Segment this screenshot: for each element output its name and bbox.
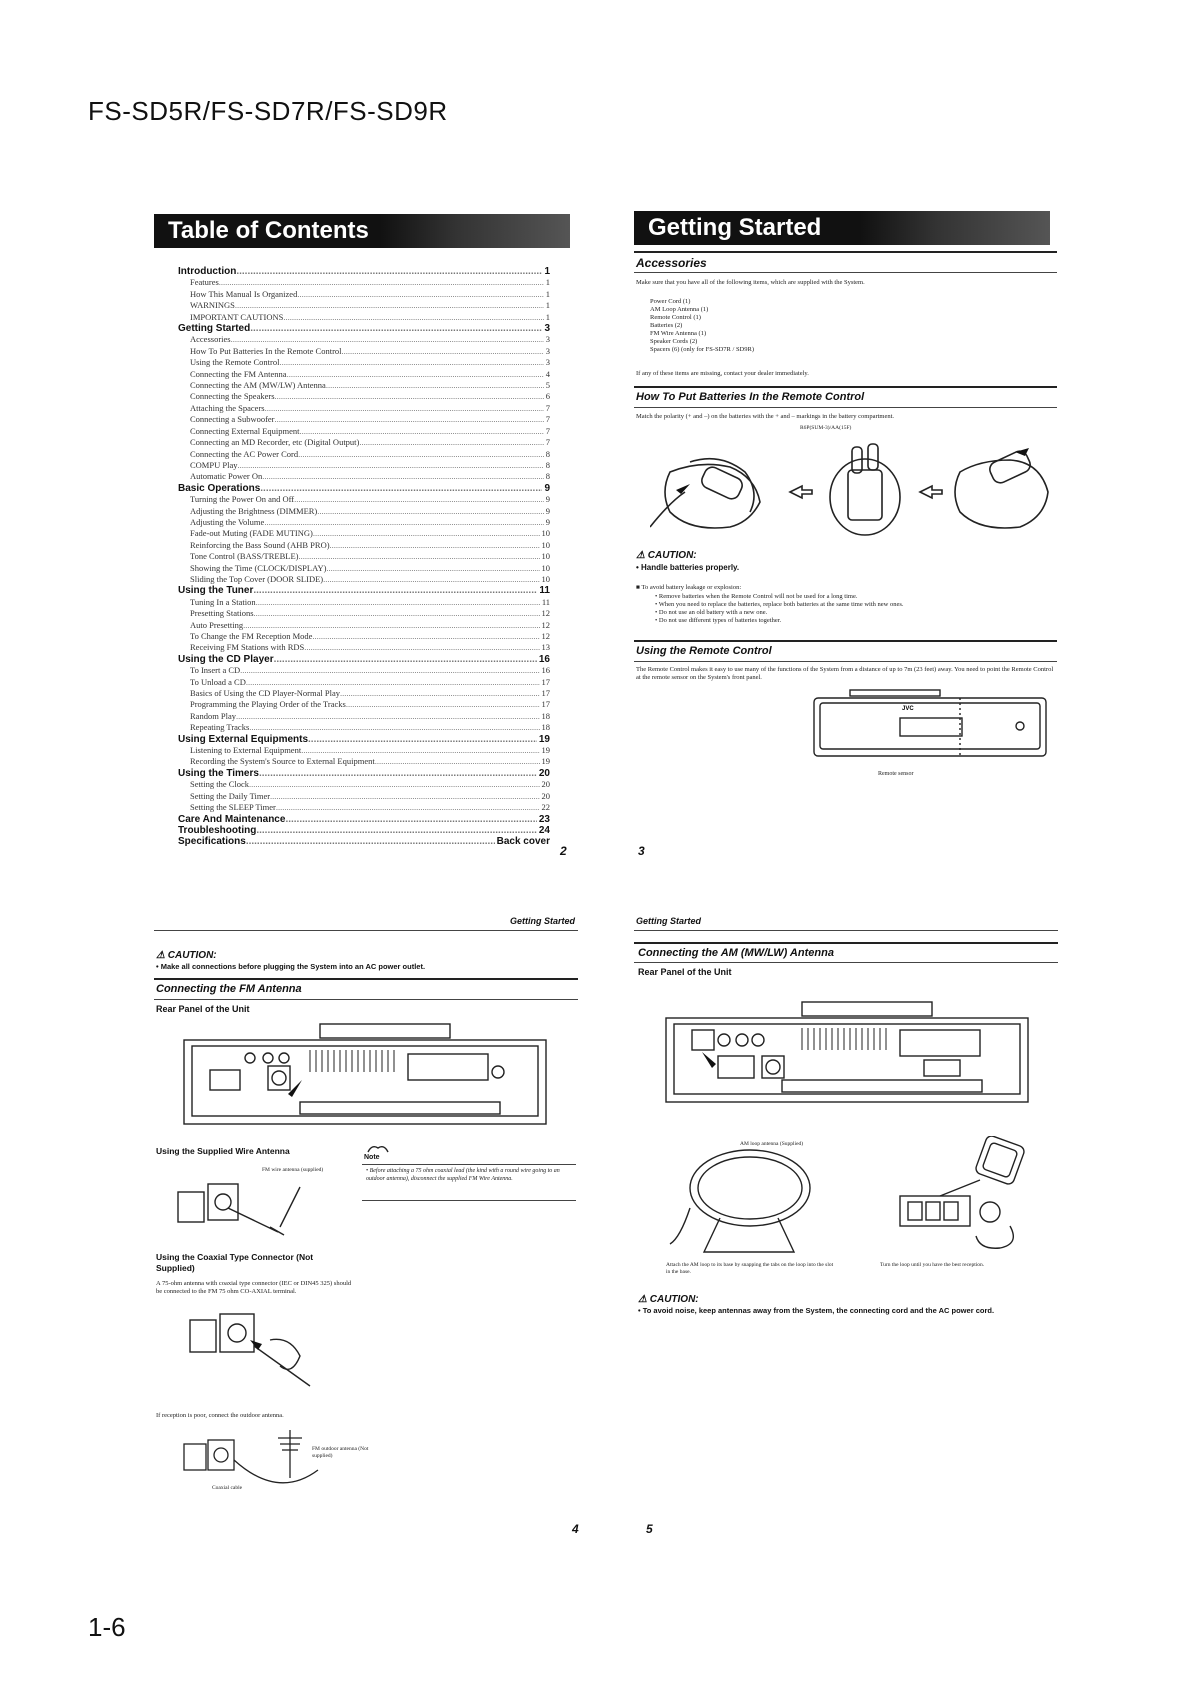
toc-section-row: [178, 483, 550, 494]
running-head-4: Getting Started: [510, 916, 576, 926]
toc-entry-row: [178, 369, 550, 380]
page-number-5: 5: [646, 1522, 653, 1536]
toc-page-number: 8: [545, 459, 550, 470]
remote-text: The Remote Control makes it easy to use many of the functions of the System from a distance of up to 7m (23 feet) away. You need to point the Remote Control at the remote sensor on the System's front panel.: [636, 666, 1054, 681]
toc-entry-row: [178, 745, 550, 756]
toc-entry-title: Basics of Using the CD Player-Normal Play: [190, 688, 340, 699]
toc-leader-dots: [326, 563, 539, 574]
toc-entry-title: WARNINGS: [190, 300, 235, 311]
caution-label: CAUTION:: [649, 1294, 699, 1305]
page-number-3: 3: [638, 844, 645, 858]
toc-entry-row: [178, 597, 550, 608]
toc-page-number: 7: [545, 437, 550, 448]
caution-fm: ⚠ CAUTION:: [156, 950, 217, 961]
caution-batteries: ⚠ CAUTION:: [636, 550, 697, 561]
toc-page-number: 6: [545, 391, 550, 402]
toc-entry-title: Using the CD Player: [178, 653, 274, 665]
toc-entry-row: [178, 563, 550, 574]
toc-page-number: 9: [545, 516, 550, 527]
toc-page-number: 10: [541, 562, 550, 573]
toc-leader-dots: [294, 494, 544, 505]
toc-entry-title: Accessories: [190, 334, 231, 345]
toc-entry-row: [178, 642, 550, 653]
toc-entry-title: Presetting Stations: [190, 608, 254, 619]
outdoor-antenna-label: FM outdoor antenna (Not supplied): [312, 1446, 369, 1459]
toc-page-number: 10: [541, 551, 550, 562]
caution-item: • Remove batteries when the Remote Control will not be used for a long time.: [655, 593, 858, 600]
toc-entry-row: [178, 471, 550, 482]
toc-entry-title: Auto Presetting: [190, 619, 244, 630]
toc-page-number: 17: [541, 699, 550, 710]
sheet-page-number: 1-6: [88, 1612, 126, 1642]
rear-panel-5: Rear Panel of the Unit: [638, 967, 732, 977]
toc-entry-title: Tuning In a Station: [190, 596, 256, 607]
toc-entry-row: [178, 506, 550, 517]
coax-connector-illustration: [180, 1306, 340, 1396]
toc-leader-dots: [312, 631, 539, 642]
toc-page-number: 13: [541, 642, 550, 653]
wire-antenna-illustration: [160, 1172, 340, 1252]
remote-heading: Using the Remote Control: [636, 645, 772, 657]
toc-page-number: 7: [545, 414, 550, 425]
turn-text: Turn the loop until you have the best reception.: [880, 1262, 985, 1268]
caution-lead-text: To avoid battery leakage or explosion:: [641, 584, 742, 591]
coax-heading: Using the Coaxial Type Connector (Not Supplied): [156, 1252, 314, 1273]
toc-page-number: Back cover: [496, 836, 550, 848]
toc-page-number: 20: [541, 790, 550, 801]
toc-page-number: 8: [545, 448, 550, 459]
toc-leader-dots: [262, 471, 544, 482]
toc-entry-row: [178, 346, 550, 357]
toc-page-number: 8: [545, 471, 550, 482]
toc-leader-dots: [276, 802, 540, 813]
caution-am: ⚠ CAUTION:: [638, 1294, 699, 1305]
toc-entry-title: Care And Maintenance: [178, 813, 286, 825]
caution-item: • Do not use an old battery with a new one.: [655, 609, 768, 616]
toc-page-number: 16: [541, 665, 550, 676]
toc-page-number: 10: [541, 539, 550, 550]
toc-leader-dots: [275, 414, 544, 425]
toc-section-row: [178, 654, 550, 665]
toc-page-number: 24: [538, 824, 550, 836]
toc-leader-dots: [285, 814, 536, 825]
toc-leader-dots: [346, 699, 540, 710]
toc-leader-dots: [301, 745, 539, 756]
rule: [634, 930, 1058, 931]
accessories-list: [650, 298, 950, 354]
poor-reception-text: If reception is poor, connect the outdoor antenna.: [156, 1412, 284, 1419]
toc-leader-dots: [279, 357, 543, 368]
toc-page-number: 9: [545, 505, 550, 516]
toc-entry-row: [178, 334, 550, 345]
toc-leader-dots: [243, 620, 539, 631]
toc-leader-dots: [326, 380, 544, 391]
toc-page-number: 12: [541, 619, 550, 630]
toc-entry-row: [178, 460, 550, 471]
am-loop-connection-illustration: [880, 1136, 1040, 1256]
page-number-4: 4: [572, 1522, 579, 1536]
toc-entry-row: [178, 574, 550, 585]
toc-leader-dots: [323, 574, 539, 585]
toc-entry-title: To Unload a CD: [190, 676, 246, 687]
toc-entry-row: [178, 494, 550, 505]
toc-section-row: [178, 323, 550, 334]
toc-entry-row: [178, 403, 550, 414]
toc-section-row: [178, 734, 550, 745]
toc-entry-title: How This Manual Is Organized: [190, 288, 298, 299]
toc-page-number: 16: [538, 653, 550, 665]
toc-section-row: [178, 836, 550, 847]
outdoor-antenna-illustration: [178, 1430, 368, 1502]
battery-install-illustration: [650, 432, 1050, 544]
accessory-item: Speaker Cords (2): [650, 338, 698, 345]
toc-entry-title: Using the Remote Control: [190, 357, 280, 368]
remote-sensor-illustration: [810, 688, 1050, 768]
toc-leader-dots: [264, 517, 543, 528]
toc-leader-dots: [236, 266, 542, 277]
toc-entry-row: [178, 756, 550, 767]
toc-leader-dots: [250, 323, 542, 334]
toc-leader-dots: [246, 677, 540, 688]
toc-page-number: 1: [545, 300, 550, 311]
toc-leader-dots: [237, 460, 543, 471]
toc-entry-title: Showing the Time (CLOCK/DISPLAY): [190, 562, 327, 573]
rear-panel-4: Rear Panel of the Unit: [156, 1004, 250, 1014]
toc-entry-row: [178, 528, 550, 539]
toc-entry-row: [178, 791, 550, 802]
toc-page-number: 19: [541, 756, 550, 767]
toc-entry-title: Random Play: [190, 710, 237, 721]
batteries-heading: How To Put Batteries In the Remote Control: [636, 391, 865, 403]
toc-entry-row: [178, 517, 550, 528]
toc-page-number: 18: [541, 722, 550, 733]
toc-entry-title: Receiving FM Stations with RDS: [190, 642, 305, 653]
toc-page-number: 3: [545, 334, 550, 345]
toc-section-row: [178, 585, 550, 596]
caution-items: [655, 593, 1055, 625]
toc-entry-row: [178, 699, 550, 710]
toc-leader-dots: [256, 825, 537, 836]
toc-entry-row: [178, 312, 550, 323]
toc-leader-dots: [240, 665, 539, 676]
toc-page-number: 4: [545, 368, 550, 379]
toc-leader-dots: [246, 836, 495, 847]
toc-page-number: 10: [541, 573, 550, 584]
caution-item: • Do not use different types of batteries together.: [655, 617, 782, 624]
table-of-contents: [178, 266, 550, 848]
toc-entry-title: Introduction: [178, 266, 237, 277]
accessory-item: FM Wire Antenna (1): [650, 330, 707, 337]
accessory-item: Power Cord (1): [650, 298, 691, 305]
wire-label: FM wire antenna (supplied): [262, 1167, 324, 1173]
toc-entry-title: Turning the Power On and Off: [190, 494, 295, 505]
toc-page-number: 9: [544, 482, 550, 494]
toc-entry-title: To Insert a CD: [190, 665, 241, 676]
page-number-2: 2: [560, 844, 567, 858]
rule: [634, 661, 1057, 662]
model-title: FS-SD5R/FS-SD7R/FS-SD9R: [88, 96, 448, 126]
toc-page-number: 19: [538, 733, 550, 745]
toc-page-number: 1: [545, 277, 550, 288]
toc-leader-dots: [299, 551, 540, 562]
note-label: Note: [364, 1154, 380, 1161]
toc-entry-title: Connecting the FM Antenna: [190, 368, 287, 379]
toc-entry-row: [178, 631, 550, 642]
toc-entry-title: Basic Operations: [178, 482, 261, 494]
caution-label: CAUTION:: [167, 950, 217, 961]
getting-started-banner-title: Getting Started: [648, 214, 822, 241]
rule: [634, 251, 1057, 253]
toc-leader-dots: [249, 779, 539, 790]
toc-leader-dots: [256, 597, 540, 608]
toc-entry-title: How To Put Batteries In the Remote Control: [190, 345, 342, 356]
toc-entry-title: Setting the Clock: [190, 779, 250, 790]
toc-page-number: 11: [539, 585, 550, 597]
toc-page-number: 23: [538, 813, 550, 825]
rule: [362, 1200, 576, 1201]
running-head-5: Getting Started: [636, 916, 702, 926]
toc-page-number: 18: [541, 710, 550, 721]
toc-leader-dots: [274, 654, 537, 665]
toc-leader-dots: [231, 334, 544, 345]
rear-panel-fm-illustration: [180, 1022, 550, 1132]
toc-entry-title: Recording the System's Source to External Equipment: [190, 756, 375, 767]
toc-entry-row: [178, 391, 550, 402]
toc-leader-dots: [308, 734, 537, 745]
toc-entry-row: [178, 277, 550, 288]
caution-fm-text: • Make all connections before plugging the System into an AC power outlet.: [156, 962, 426, 971]
toc-leader-dots: [342, 346, 544, 357]
toc-entry-row: [178, 779, 550, 790]
toc-entry-title: Tone Control (BASS/TREBLE): [190, 551, 299, 562]
toc-entry-title: Attaching the Spacers: [190, 402, 265, 413]
toc-entry-title: Getting Started: [178, 323, 251, 335]
toc-entry-title: Fade-out Muting (FADE MUTING): [190, 528, 313, 539]
toc-leader-dots: [283, 312, 543, 323]
toc-entry-title: Connecting the Speakers: [190, 391, 275, 402]
toc-entry-row: [178, 608, 550, 619]
toc-entry-row: [178, 357, 550, 368]
toc-leader-dots: [249, 722, 539, 733]
toc-leader-dots: [253, 585, 537, 596]
toc-leader-dots: [236, 711, 539, 722]
remote-sensor-label: Remote sensor: [878, 771, 914, 777]
toc-entry-row: [178, 665, 550, 676]
toc-page-number: 3: [544, 323, 550, 335]
toc-leader-dots: [235, 300, 544, 311]
toc-page-number: 5: [545, 380, 550, 391]
toc-page-number: 17: [541, 676, 550, 687]
toc-section-row: [178, 768, 550, 779]
toc-leader-dots: [359, 437, 543, 448]
toc-leader-dots: [254, 608, 540, 619]
rule: [362, 1164, 576, 1165]
caution-item: • When you need to replace the batteries, replace both batteries at the same time with new ones.: [655, 601, 904, 608]
caution-am-text: • To avoid noise, keep antennas away from the System, the connecting cord and the AC power cord.: [638, 1306, 995, 1315]
toc-page-number: 10: [541, 528, 550, 539]
toc-leader-dots: [259, 768, 537, 779]
toc-entry-title: Using the Tuner: [178, 585, 254, 597]
caution-lead: ■ To avoid battery leakage or explosion:: [636, 584, 742, 591]
rule: [154, 930, 578, 931]
toc-entry-title: Adjusting the Volume: [190, 516, 265, 527]
am-loop-assembly-illustration: [660, 1148, 860, 1258]
toc-leader-dots: [313, 528, 540, 539]
rear-panel-am-illustration: [662, 1000, 1032, 1110]
attach-text: Attach the AM loop to its base by snapping the tabs on the loop into the slot in the base.: [666, 1262, 834, 1275]
toc-entry-title: Using the Timers: [178, 767, 259, 779]
getting-started-banner: [634, 211, 1050, 245]
toc-entry-title: IMPORTANT CAUTIONS: [190, 311, 284, 322]
caution-label: CAUTION:: [647, 550, 697, 561]
coax-cable-label: Coaxial cable: [212, 1485, 243, 1491]
toc-entry-title: To Change the FM Reception Mode: [190, 631, 313, 641]
toc-entry-row: [178, 437, 550, 448]
toc-leader-dots: [298, 449, 544, 460]
toc-entry-row: [178, 540, 550, 551]
toc-page-number: 11: [541, 596, 550, 607]
wire-heading: Using the Supplied Wire Antenna: [156, 1146, 290, 1156]
toc-entry-title: COMPU Play: [190, 459, 238, 470]
rule: [634, 962, 1058, 963]
toc-entry-title: Connecting a Subwoofer: [190, 414, 275, 425]
toc-entry-row: [178, 620, 550, 631]
toc-page-number: 3: [545, 345, 550, 356]
toc-page-number: 17: [541, 688, 550, 699]
toc-page-number: 12: [541, 608, 550, 619]
toc-banner-title: Table of Contents: [168, 217, 369, 244]
toc-entry-title: Sliding the Top Cover (DOOR SLIDE): [190, 573, 324, 584]
toc-leader-dots: [317, 506, 543, 517]
accessory-item: Spacers (6) (only for FS-SD7R / SD9R): [650, 346, 754, 353]
toc-entry-row: [178, 551, 550, 562]
toc-entry-row: [178, 677, 550, 688]
toc-entry-row: [178, 688, 550, 699]
toc-leader-dots: [340, 688, 540, 699]
toc-leader-dots: [300, 426, 544, 437]
toc-leader-dots: [330, 540, 540, 551]
rule: [634, 272, 1057, 273]
accessory-item: AM Loop Antenna (1): [650, 306, 709, 313]
accessory-item: Batteries (2): [650, 322, 683, 329]
note-text: • Before attaching a 75 ohm coaxial lead (the kind with a round wire going to an outdoor antenna), disconnect the supplied FM Wire Antenna.: [366, 1168, 560, 1182]
toc-leader-dots: [287, 369, 544, 380]
toc-page-number: 12: [541, 631, 550, 641]
toc-entry-row: [178, 802, 550, 813]
rule: [634, 640, 1057, 642]
toc-page-number: 1: [545, 288, 550, 299]
toc-page-number: 7: [545, 425, 550, 436]
toc-leader-dots: [275, 391, 544, 402]
toc-leader-dots: [270, 791, 539, 802]
toc-page-number: 3: [545, 357, 550, 368]
toc-section-row: [178, 825, 550, 836]
batteries-text: Match the polarity (+ and –) on the batteries with the + and – markings in the battery compartment.: [636, 413, 895, 420]
toc-entry-title: Setting the SLEEP Timer: [190, 802, 276, 813]
toc-entry-title: Adjusting the Brightness (DIMMER): [190, 505, 318, 516]
toc-page-number: 20: [538, 767, 550, 779]
toc-section-row: [178, 814, 550, 825]
toc-entry-title: Automatic Power On: [190, 471, 263, 482]
toc-entry-row: [178, 722, 550, 733]
rule: [634, 407, 1057, 408]
toc-entry-title: Features: [190, 277, 219, 288]
battery-type: R6P(SUM-3)/AA(15F): [800, 425, 852, 431]
toc-entry-title: Reinforcing the Bass Sound (AHB PRO): [190, 539, 330, 550]
rule: [634, 386, 1057, 388]
toc-entry-title: Specifications: [178, 836, 246, 848]
coax-text: A 75-ohm antenna with coaxial type connector (IEC or DIN45 325) should be connected to the FM 75 ohm CO-AXIAL terminal.: [156, 1280, 352, 1295]
accessory-item: Remote Control (1): [650, 314, 701, 321]
toc-page-number: 9: [545, 494, 550, 505]
rule: [154, 999, 578, 1000]
toc-leader-dots: [265, 403, 544, 414]
am-loop-label: AM loop antenna (Supplied): [740, 1141, 804, 1147]
toc-entry-row: [178, 300, 550, 311]
toc-entry-row: [178, 380, 550, 391]
toc-entry-row: [178, 426, 550, 437]
toc-entry-row: [178, 414, 550, 425]
toc-leader-dots: [260, 483, 542, 494]
toc-entry-title: Troubleshooting: [178, 824, 257, 836]
toc-page-number: 20: [541, 779, 550, 790]
toc-section-row: [178, 266, 550, 277]
toc-entry-row: [178, 711, 550, 722]
toc-entry-title: Programming the Playing Order of the Tracks: [190, 699, 346, 710]
toc-entry-row: [178, 289, 550, 300]
toc-entry-title: Connecting External Equipment: [190, 425, 300, 436]
toc-entry-title: Connecting the AC Power Cord: [190, 448, 299, 459]
rule: [154, 978, 578, 980]
toc-leader-dots: [375, 756, 540, 767]
fm-heading: Connecting the FM Antenna: [156, 983, 302, 995]
toc-page-number: 1: [544, 266, 550, 277]
caution-batteries-main: • Handle batteries properly.: [636, 563, 740, 572]
am-heading: Connecting the AM (MW/LW) Antenna: [638, 947, 834, 959]
toc-entry-title: Repeating Tracks: [190, 722, 250, 733]
toc-page-number: 7: [545, 402, 550, 413]
toc-entry-title: Listening to External Equipment: [190, 745, 302, 756]
toc-entry-title: Connecting the AM (MW/LW) Antenna: [190, 380, 326, 391]
toc-page-number: 19: [541, 745, 550, 756]
toc-leader-dots: [304, 642, 539, 653]
toc-page-number: 1: [545, 311, 550, 322]
toc-entry-row: [178, 449, 550, 460]
toc-page-number: 22: [541, 802, 550, 813]
toc-entry-title: Setting the Daily Timer: [190, 790, 271, 801]
toc-entry-title: Using External Equipments: [178, 733, 309, 745]
rule: [634, 942, 1058, 944]
accessories-intro: Make sure that you have all of the following items, which are supplied with the System.: [636, 279, 865, 286]
accessories-note: If any of these items are missing, contact your dealer immediately.: [636, 370, 809, 377]
toc-leader-dots: [219, 277, 544, 288]
brand-logo: JVC: [902, 706, 914, 712]
toc-leader-dots: [297, 289, 543, 300]
toc-entry-title: Connecting an MD Recorder, etc (Digital Output): [190, 437, 360, 448]
toc-banner: [154, 214, 570, 248]
accessories-heading: Accessories: [636, 256, 707, 270]
